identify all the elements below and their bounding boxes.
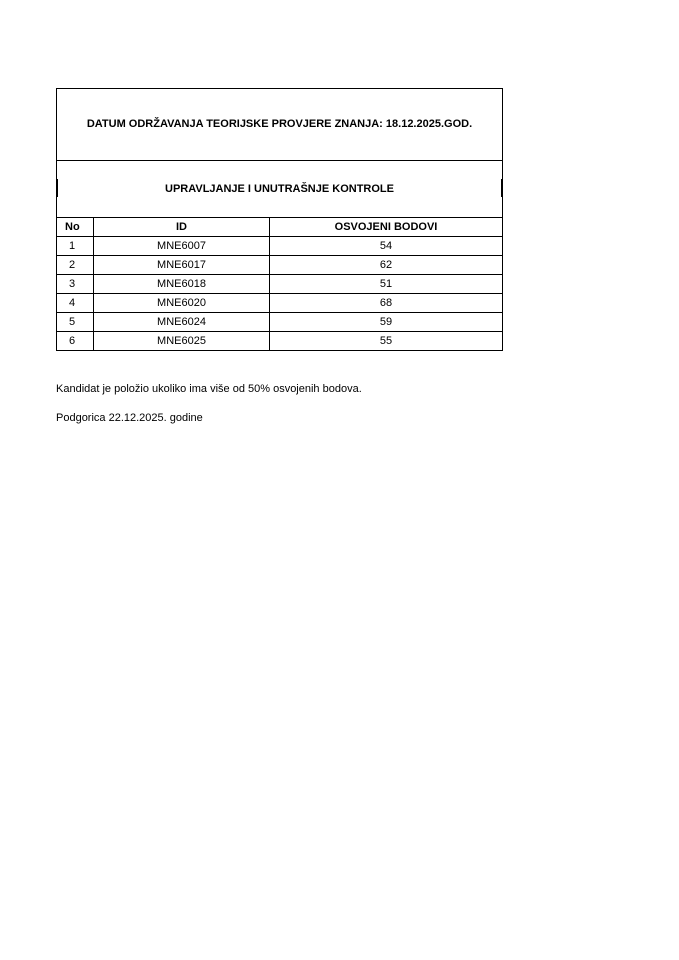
date-row xyxy=(57,89,503,161)
passing-note: Kandidat je položio ukoliko ima više od 50% osvojenih bodova. xyxy=(56,383,362,395)
place-and-date: Podgorica 22.12.2025. godine xyxy=(56,412,203,424)
row-number: 1 xyxy=(57,237,94,256)
row-number: 5 xyxy=(57,313,94,332)
column-header-points: OSVOJENI BODOVI xyxy=(270,218,503,237)
table-row xyxy=(57,313,503,332)
candidate-id: MNE6024 xyxy=(94,313,270,332)
column-header-no: No xyxy=(57,218,94,237)
candidate-id: MNE6025 xyxy=(94,332,270,351)
subject-heading-cell xyxy=(57,161,503,218)
table-row xyxy=(57,275,503,294)
candidate-id: MNE6018 xyxy=(94,275,270,294)
results-table xyxy=(56,88,503,351)
row-number: 3 xyxy=(57,275,94,294)
table-row xyxy=(57,256,503,275)
table-row xyxy=(57,237,503,256)
points-value: 55 xyxy=(270,332,503,351)
row-number: 4 xyxy=(57,294,94,313)
candidate-id: MNE6020 xyxy=(94,294,270,313)
exam-date-heading: DATUM ODRŽAVANJA TEORIJSKE PROVJERE ZNANJA: 18.12.2025.GOD. xyxy=(57,89,503,161)
points-value: 54 xyxy=(270,237,503,256)
border-mark-right xyxy=(501,179,503,197)
points-value: 51 xyxy=(270,275,503,294)
table-header-row xyxy=(57,218,503,237)
column-header-id: ID xyxy=(94,218,270,237)
candidate-id: MNE6017 xyxy=(94,256,270,275)
border-mark-left xyxy=(56,179,58,197)
candidate-id: MNE6007 xyxy=(94,237,270,256)
table-row xyxy=(57,294,503,313)
row-number: 6 xyxy=(57,332,94,351)
row-number: 2 xyxy=(57,256,94,275)
points-value: 59 xyxy=(270,313,503,332)
table-row xyxy=(57,332,503,351)
subject-row xyxy=(57,161,503,218)
points-value: 62 xyxy=(270,256,503,275)
points-value: 68 xyxy=(270,294,503,313)
subject-heading: UPRAVLJANJE I UNUTRAŠNJE KONTROLE xyxy=(165,182,394,195)
